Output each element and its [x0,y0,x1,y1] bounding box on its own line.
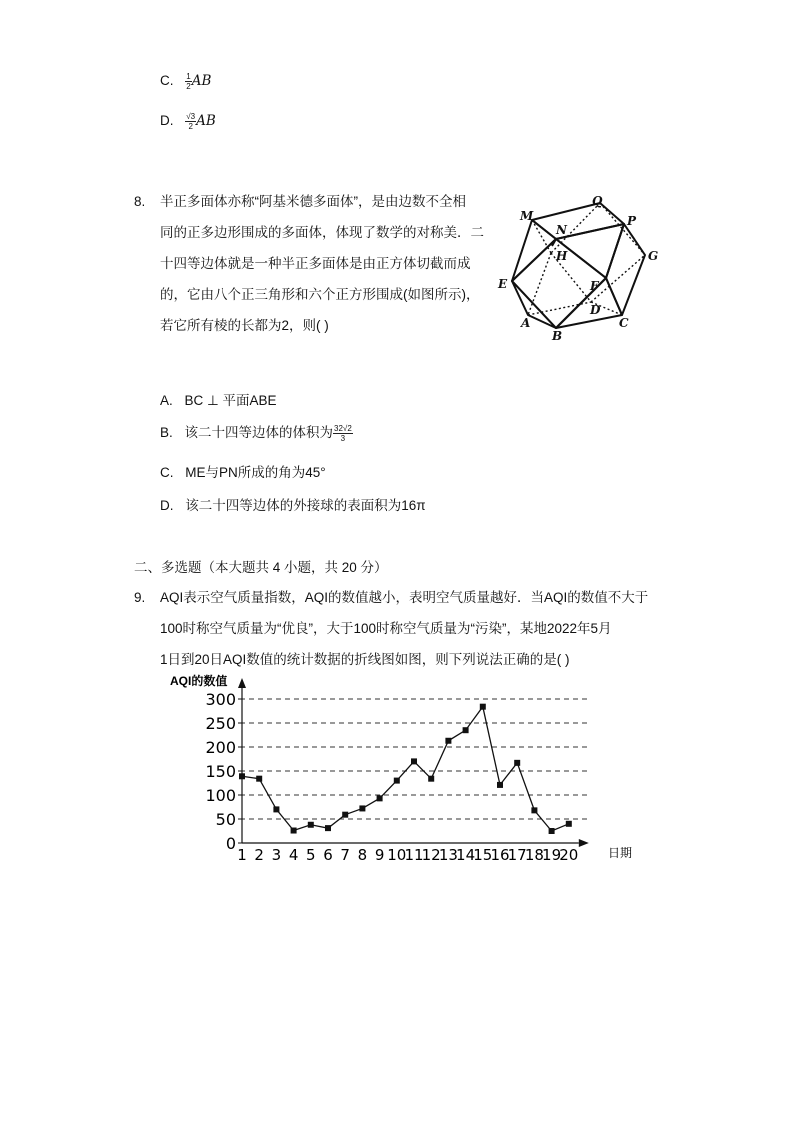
y-tick-label: 100 [205,786,236,805]
question-8-stem [160,186,490,341]
vertex-label: E [498,277,508,291]
x-tick-label: 10 [387,846,407,864]
data-point [377,795,383,801]
vertex-label: G [648,249,659,263]
x-tick-label: 2 [254,846,264,864]
fraction [333,424,353,443]
data-point [445,738,451,744]
option-label: B. [160,425,173,440]
fraction-denominator: 2 [186,82,191,91]
vertex-label: N [556,223,567,237]
data-point [514,760,520,766]
x-tick-label: 7 [340,846,350,864]
x-tick-label: 20 [559,846,579,864]
data-point [463,727,469,733]
option-label: A. [160,393,173,408]
option-label: D. [160,113,174,129]
q9-option-c [160,961,168,976]
question-number: 8. [134,194,146,209]
vertex-label: P [627,214,637,228]
option-text: BC ⊥ 平面ABE [184,393,277,408]
q8-option-b [160,421,353,443]
option-label: D. [160,498,174,513]
stem-line: AQI表示空气质量指数，AQI的数值越小，表明空气质量越好．当AQI的数值不大于 [160,590,649,605]
option-text: ME与PN所成的角为45° [185,465,326,480]
vertex-label: H [556,249,568,263]
data-point [239,773,245,779]
data-point [291,828,297,834]
option-text: 该二十四等边体的体积为 [184,425,334,440]
x-tick-label: 11 [404,846,424,864]
x-tick-label: 4 [288,846,299,864]
vertex-label: Q [592,194,603,208]
data-point [342,812,348,818]
data-point [411,758,417,764]
y-tick-label: 250 [205,714,236,733]
x-tick-label: 18 [524,846,544,864]
data-point [394,778,400,784]
fraction-denominator: 3 [340,433,346,443]
x-tick-label: 13 [438,846,458,864]
option-text: 该二十四等边体的外接球的表面积为16π [185,498,426,513]
data-point [359,805,365,811]
x-tick-label: 15 [473,846,493,864]
data-point [428,776,434,782]
q9-option-d [160,992,168,1007]
q8-option-a [160,389,277,409]
data-point [325,825,331,831]
stem-line: 的，它由八个正三角形和六个正方形围成(如图所示)， [160,287,480,302]
section-heading: 二、多选题（本大题共 4 小题，共 20 分） [134,560,388,575]
stem-line: 若它所有棱的长都为2，则( ) [160,318,329,333]
vertex-label: M [520,209,534,223]
q8-option-c [160,461,326,481]
question-number: 9. [134,590,146,605]
series-line [242,707,569,831]
option-label: C. [160,73,174,89]
y-tick-label: 150 [205,762,236,781]
fraction-numerator: √3 [186,112,196,121]
x-tick-label: 5 [306,846,316,864]
q7-option-d [160,112,216,131]
fraction-numerator: 32√2 [334,423,352,433]
option-label: C. [160,465,174,480]
x-tick-label: 3 [271,846,282,864]
x-axis-title: 日期 [608,846,633,860]
y-tick-label: 200 [205,738,236,757]
data-point [531,807,537,813]
stem-line: 十四等边体就是一种半正多面体是由正方体切截而成 [160,256,471,271]
stem-line: 1日到20日AQI数值的统计数据的折线图如图，则下列说法正确的是( ) [160,652,570,667]
x-tick-label: 1 [237,846,247,864]
x-tick-label: 6 [323,846,333,864]
q8-option-d [160,494,426,514]
q9-option-a [160,899,168,914]
x-tick-label: 19 [542,846,562,864]
stem-line: 同的正多边形围成的多面体，体现了数学的对称美．二 [160,225,484,240]
data-point [497,782,503,788]
data-point [566,821,572,827]
fraction [185,112,196,131]
x-tick-label: 9 [374,846,385,864]
y-tick-label: 50 [215,810,236,829]
y-tick-label: 300 [205,690,236,709]
x-tick-label: 12 [421,846,441,864]
y-axis-arrow [238,678,246,688]
x-tick-label: 14 [456,846,476,864]
stem-line: 100时称空气质量为“优良”，大于100时称空气质量为“污染”，某地2022年5月 [160,621,612,636]
y-axis-title: AQI的数值 [170,674,228,688]
vertex-label: F [590,279,599,293]
x-axis-arrow [579,839,589,847]
vertex-label: D [590,303,601,317]
fraction-numerator: 1 [186,72,191,81]
data-point [549,828,555,834]
question-9-stem [160,582,648,675]
data-point [273,806,279,812]
data-point [308,822,314,828]
polyhedron-figure [494,190,666,344]
fraction-denominator: 2 [188,122,193,131]
vertex-label: B [552,329,563,343]
x-tick-label: 16 [490,846,510,864]
q7-option-c [160,72,211,91]
data-point [256,776,262,782]
vertex-label: C [619,316,629,330]
y-tick-label: 0 [225,834,236,853]
option-text: AB [196,113,216,130]
stem-line: 半正多面体亦称“阿基米德多面体”，是由边数不全相 [160,194,466,209]
x-tick-label: 8 [357,846,368,864]
option-text: AB [191,73,212,90]
data-point [480,704,486,710]
vertex-label: A [521,316,531,330]
q9-option-b [160,930,168,945]
aqi-line-chart [160,672,640,867]
x-tick-label: 17 [507,846,527,864]
